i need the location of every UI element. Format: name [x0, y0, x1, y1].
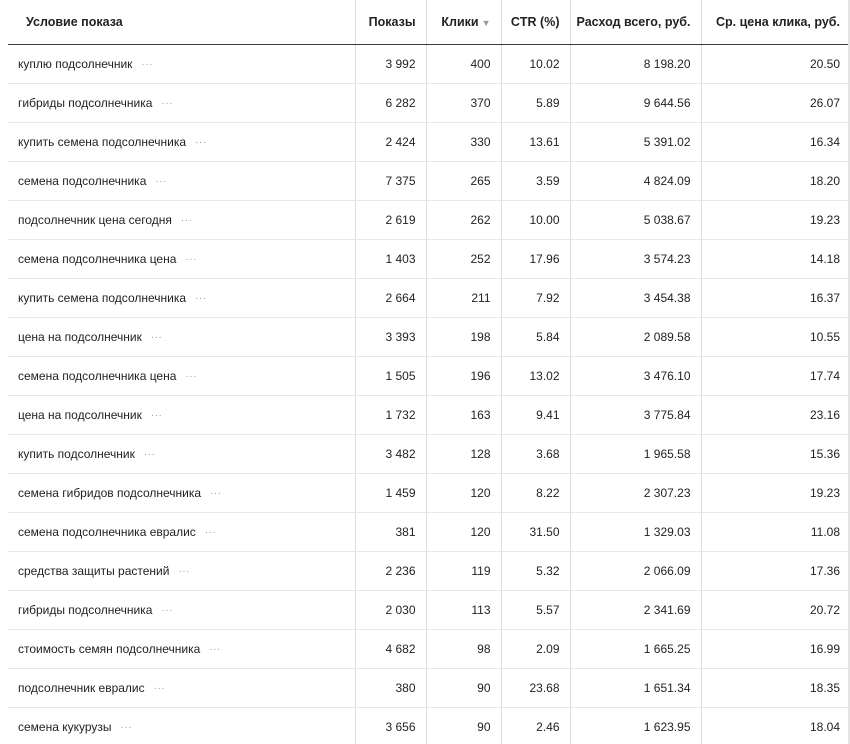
ctr-cell: 3.59: [501, 161, 570, 200]
condition-cell: [8, 629, 355, 668]
more-options-icon[interactable]: ···: [155, 175, 167, 187]
condition-cell: [8, 161, 355, 200]
impressions-cell: 2 424: [355, 122, 426, 161]
impressions-cell: 3 656: [355, 707, 426, 744]
more-options-icon[interactable]: ···: [161, 97, 173, 109]
clicks-cell: 120: [426, 473, 501, 512]
clicks-cell: 98: [426, 629, 501, 668]
ctr-cell: 23.68: [501, 668, 570, 707]
more-options-icon[interactable]: ···: [195, 292, 207, 304]
more-options-icon[interactable]: ···: [143, 448, 156, 460]
condition-cell: [8, 278, 355, 317]
avg-cpc-cell: 19.23: [701, 473, 850, 512]
condition-text: купить семена подсолнечника: [18, 134, 187, 149]
table-row: [8, 161, 850, 200]
table-row: [8, 707, 850, 744]
more-options-icon[interactable]: ···: [185, 370, 197, 382]
condition-cell: [8, 395, 355, 434]
impressions-cell: 1 732: [355, 395, 426, 434]
ctr-cell: 10.02: [501, 44, 570, 83]
table-row: [8, 83, 850, 122]
table-row: [8, 122, 850, 161]
condition-text: гибриды подсолнечника: [18, 602, 153, 617]
table-row: [8, 317, 850, 356]
impressions-cell: 3 992: [355, 44, 426, 83]
impressions-cell: 3 482: [355, 434, 426, 473]
condition-text: купить семена подсолнечника: [18, 290, 187, 305]
more-options-icon[interactable]: ···: [150, 331, 163, 343]
clicks-cell: 330: [426, 122, 501, 161]
condition-cell: [8, 200, 355, 239]
condition-text: куплю подсолнечник: [18, 56, 133, 71]
column-header-spend[interactable]: Расход всего, руб.: [570, 0, 701, 44]
column-header-ctr[interactable]: CTR (%): [501, 0, 570, 44]
ctr-cell: 17.96: [501, 239, 570, 278]
condition-cell: [8, 44, 355, 83]
spend-cell: 4 824.09: [570, 161, 701, 200]
condition-text: цена на подсолнечник: [18, 329, 142, 344]
clicks-cell: 198: [426, 317, 501, 356]
ctr-cell: 9.41: [501, 395, 570, 434]
ctr-cell: 3.68: [501, 434, 570, 473]
avg-cpc-cell: 16.34: [701, 122, 850, 161]
spend-cell: 1 665.25: [570, 629, 701, 668]
condition-cell: [8, 434, 355, 473]
avg-cpc-cell: 16.37: [701, 278, 850, 317]
condition-text: семена кукурузы: [18, 719, 112, 734]
impressions-cell: 2 030: [355, 590, 426, 629]
impressions-cell: 3 393: [355, 317, 426, 356]
clicks-cell: 400: [426, 44, 501, 83]
impressions-cell: 2 664: [355, 278, 426, 317]
impressions-cell: 1 505: [355, 356, 426, 395]
ctr-cell: 13.02: [501, 356, 570, 395]
clicks-cell: 265: [426, 161, 501, 200]
condition-text: семена подсолнечника цена: [18, 251, 177, 266]
more-options-icon[interactable]: ···: [195, 136, 207, 148]
condition-text: средства защиты растений: [18, 563, 170, 578]
impressions-cell: 1 403: [355, 239, 426, 278]
table-row: [8, 44, 850, 83]
spend-cell: 3 454.38: [570, 278, 701, 317]
more-options-icon[interactable]: ···: [141, 58, 153, 70]
ctr-cell: 5.84: [501, 317, 570, 356]
avg-cpc-cell: 17.36: [701, 551, 850, 590]
spend-cell: 2 089.58: [570, 317, 701, 356]
spend-cell: 2 307.23: [570, 473, 701, 512]
condition-cell: [8, 512, 355, 551]
condition-text: гибриды подсолнечника: [18, 95, 153, 110]
table-header-row: [8, 0, 850, 44]
ctr-cell: 31.50: [501, 512, 570, 551]
clicks-cell: 90: [426, 707, 501, 744]
condition-cell: [8, 122, 355, 161]
ctr-cell: 10.00: [501, 200, 570, 239]
spend-cell: 3 574.23: [570, 239, 701, 278]
ctr-cell: 5.89: [501, 83, 570, 122]
avg-cpc-cell: 26.07: [701, 83, 850, 122]
spend-cell: 2 341.69: [570, 590, 701, 629]
spend-cell: 2 066.09: [570, 551, 701, 590]
clicks-cell: 120: [426, 512, 501, 551]
condition-cell: [8, 239, 355, 278]
condition-text: семена подсолнечника цена: [18, 368, 177, 383]
more-options-icon[interactable]: ···: [120, 721, 133, 733]
clicks-cell: 370: [426, 83, 501, 122]
avg-cpc-cell: 20.72: [701, 590, 850, 629]
table-body: [8, 44, 850, 744]
condition-cell: [8, 590, 355, 629]
clicks-cell: 211: [426, 278, 501, 317]
column-header-condition[interactable]: Условие показа: [8, 0, 355, 44]
avg-cpc-cell: 17.74: [701, 356, 850, 395]
clicks-cell: 163: [426, 395, 501, 434]
table-row: [8, 278, 850, 317]
condition-cell: [8, 707, 355, 744]
spend-cell: 1 329.03: [570, 512, 701, 551]
more-options-icon[interactable]: ···: [210, 487, 222, 499]
table-row: [8, 473, 850, 512]
condition-cell: [8, 83, 355, 122]
avg-cpc-cell: 10.55: [701, 317, 850, 356]
table-row: [8, 239, 850, 278]
ctr-cell: 2.09: [501, 629, 570, 668]
condition-text: цена на подсолнечник: [18, 407, 142, 422]
clicks-cell: 262: [426, 200, 501, 239]
impressions-cell: 1 459: [355, 473, 426, 512]
spend-cell: 5 038.67: [570, 200, 701, 239]
sort-desc-icon[interactable]: ▼: [481, 17, 491, 28]
ctr-cell: 13.61: [501, 122, 570, 161]
impressions-cell: 2 236: [355, 551, 426, 590]
condition-text: семена подсолнечника евралис: [18, 524, 196, 539]
condition-text: стоимость семян подсолнечника: [18, 641, 201, 656]
condition-text: подсолнечник евралис: [18, 680, 145, 695]
spend-cell: 1 623.95: [570, 707, 701, 744]
impressions-cell: 380: [355, 668, 426, 707]
table-row: [8, 668, 850, 707]
ctr-cell: 5.32: [501, 551, 570, 590]
stats-table: [8, 0, 850, 744]
condition-cell: [8, 317, 355, 356]
avg-cpc-cell: 11.08: [701, 512, 850, 551]
column-header-impressions[interactable]: Показы: [355, 0, 426, 44]
more-options-icon[interactable]: ···: [150, 409, 163, 421]
table-row: [8, 200, 850, 239]
table-row: [8, 512, 850, 551]
avg-cpc-cell: 18.04: [701, 707, 850, 744]
avg-cpc-cell: 23.16: [701, 395, 850, 434]
spend-cell: 3 476.10: [570, 356, 701, 395]
spend-cell: 9 644.56: [570, 83, 701, 122]
condition-text: семена подсолнечника: [18, 173, 147, 188]
avg-cpc-cell: 20.50: [701, 44, 850, 83]
clicks-cell: 252: [426, 239, 501, 278]
column-header-avg-cpc[interactable]: Ср. цена клика, руб.: [701, 0, 850, 44]
avg-cpc-cell: 19.23: [701, 200, 850, 239]
stats-table-container: [8, 0, 850, 744]
table-row: [8, 551, 850, 590]
clicks-cell: 113: [426, 590, 501, 629]
condition-cell: [8, 551, 355, 590]
impressions-cell: 4 682: [355, 629, 426, 668]
impressions-cell: 2 619: [355, 200, 426, 239]
spend-cell: 8 198.20: [570, 44, 701, 83]
avg-cpc-cell: 14.18: [701, 239, 850, 278]
table-row: [8, 356, 850, 395]
avg-cpc-cell: 18.35: [701, 668, 850, 707]
spend-cell: 3 775.84: [570, 395, 701, 434]
clicks-cell: 128: [426, 434, 501, 473]
ctr-cell: 2.46: [501, 707, 570, 744]
impressions-cell: 6 282: [355, 83, 426, 122]
condition-cell: [8, 356, 355, 395]
more-options-icon[interactable]: ···: [153, 682, 166, 694]
condition-cell: [8, 473, 355, 512]
ctr-cell: 8.22: [501, 473, 570, 512]
table-row: [8, 395, 850, 434]
more-options-icon[interactable]: ···: [178, 565, 190, 577]
spend-cell: 1 651.34: [570, 668, 701, 707]
table-row: [8, 434, 850, 473]
spend-cell: 1 965.58: [570, 434, 701, 473]
avg-cpc-cell: 16.99: [701, 629, 850, 668]
avg-cpc-cell: 18.20: [701, 161, 850, 200]
more-options-icon[interactable]: ···: [180, 214, 193, 226]
condition-text: подсолнечник цена сегодня: [18, 212, 172, 227]
more-options-icon[interactable]: ···: [161, 604, 173, 616]
more-options-icon[interactable]: ···: [204, 526, 217, 538]
spend-cell: 5 391.02: [570, 122, 701, 161]
condition-cell: [8, 668, 355, 707]
more-options-icon[interactable]: ···: [185, 253, 197, 265]
more-options-icon[interactable]: ···: [209, 643, 221, 655]
avg-cpc-cell: 15.36: [701, 434, 850, 473]
table-row: [8, 590, 850, 629]
clicks-cell: 90: [426, 668, 501, 707]
condition-text: семена гибридов подсолнечника: [18, 485, 202, 500]
column-header-clicks-label: Клики: [441, 14, 479, 29]
condition-text: купить подсолнечник: [18, 446, 135, 461]
impressions-cell: 7 375: [355, 161, 426, 200]
impressions-cell: 381: [355, 512, 426, 551]
ctr-cell: 7.92: [501, 278, 570, 317]
clicks-cell: 119: [426, 551, 501, 590]
ctr-cell: 5.57: [501, 590, 570, 629]
clicks-cell: 196: [426, 356, 501, 395]
table-row: [8, 629, 850, 668]
column-header-clicks[interactable]: [426, 0, 501, 44]
